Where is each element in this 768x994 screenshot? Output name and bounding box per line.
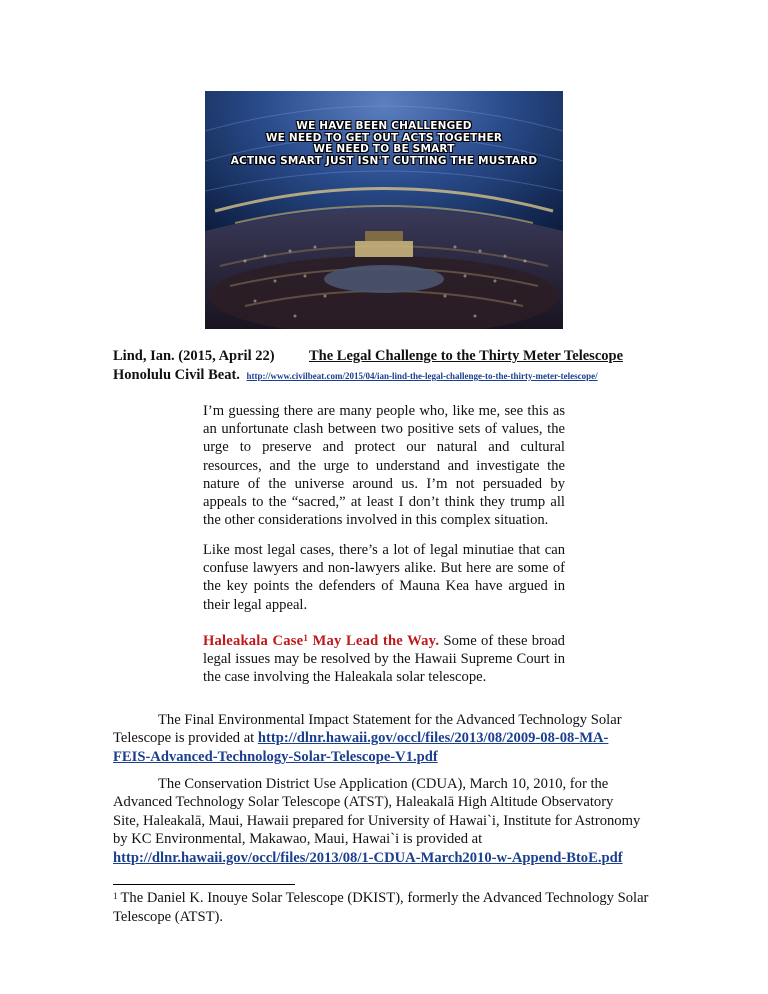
section-heading xyxy=(203,633,439,649)
citation-author-date: Lind, Ian. (2015, April 22) xyxy=(113,348,275,364)
caption-line: ACTING SMART JUST ISN'T CUTTING THE MUSTARD xyxy=(230,154,538,167)
heading-text-rest: May Lead the Way. xyxy=(308,633,440,649)
caption-line: WE NEED TO GET OUT ACTS TOGETHER xyxy=(265,131,503,144)
citation-line-1 xyxy=(113,347,653,365)
body-paragraph-1-text: The Final Environmental Impact Statement for the Advanced Technology Solar Telescope is provided at xyxy=(113,712,622,747)
body-paragraph-2-text: The Conservation District Use Application (CDUA), March 10, 2010, for the Advanced Technology Solar Telescope (ATST), Haleakalā High Altitude Observatory Site, Haleakalā, Maui, Hawaii prepared for University of Hawai`i, Institute for Astronomy by KC Environmental, Makawao, Maui, Hawai`i is provided at xyxy=(113,776,641,848)
caption-line: WE HAVE BEEN CHALLENGED xyxy=(296,120,472,132)
feis-pdf-link[interactable]: http://dlnr.hawaii.gov/occl/files/2013/08/2009-08-08-MA-FEIS-Advanced-Technology-Solar-Telescope-V1.pdf xyxy=(113,730,609,765)
footnote-ref[interactable]: 1 xyxy=(303,633,309,643)
caption-line: WE NEED TO BE SMART xyxy=(313,143,455,155)
citation-line-2 xyxy=(113,366,673,385)
citation-title: The Legal Challenge to the Thirty Meter Telescope xyxy=(309,348,624,364)
quote-paragraph-2: Like most legal cases, there’s a lot of legal minutiae that can confuse lawyers and non-lawyers alike. But here are some of the key points the defenders of Mauna Kea have argued in their legal appeal. xyxy=(203,542,565,613)
quote-paragraph-3-text: Some of these broad legal issues may be resolved by the Hawaii Supreme Court in the case involving the Haleakala solar telescope. xyxy=(203,633,565,686)
quote-paragraph-1: I’m guessing there are many people who, like me, see this as an unfortunate clash between two positive sets of values, the urge to preserve and protect our natural and cultural resources, and the urge to understand and investigate the nature of the universe around us. I’m not persuaded by appeals to the “sacred,” at least I don’t think they trump all the other considerations involved in this complex situation. xyxy=(203,403,565,529)
footnote-text: The Daniel K. Inouye Solar Telescope (DKIST), formerly the Advanced Technology Solar Telescope (ATST). xyxy=(113,890,649,925)
footnote xyxy=(113,889,653,927)
quote-paragraph-3 xyxy=(203,632,565,687)
cdua-pdf-link[interactable]: http://dlnr.hawaii.gov/occl/files/2013/08/1-CDUA-March2010-w-Append-BtoE.pdf xyxy=(113,849,623,866)
header-photo xyxy=(205,91,563,329)
footnote-divider xyxy=(113,884,295,885)
body-paragraph-2 xyxy=(113,775,643,867)
citation-publication: Honolulu Civil Beat. xyxy=(113,367,240,383)
citation-url-link[interactable]: http://www.civilbeat.com/2015/04/ian-lind-the-legal-challenge-to-the-thirty-meter-telescope/ xyxy=(246,371,598,381)
image-caption xyxy=(205,121,563,167)
body-paragraph-1 xyxy=(113,711,643,766)
heading-text: Haleakala Case xyxy=(203,633,304,649)
footnote-number: 1 xyxy=(113,891,118,901)
